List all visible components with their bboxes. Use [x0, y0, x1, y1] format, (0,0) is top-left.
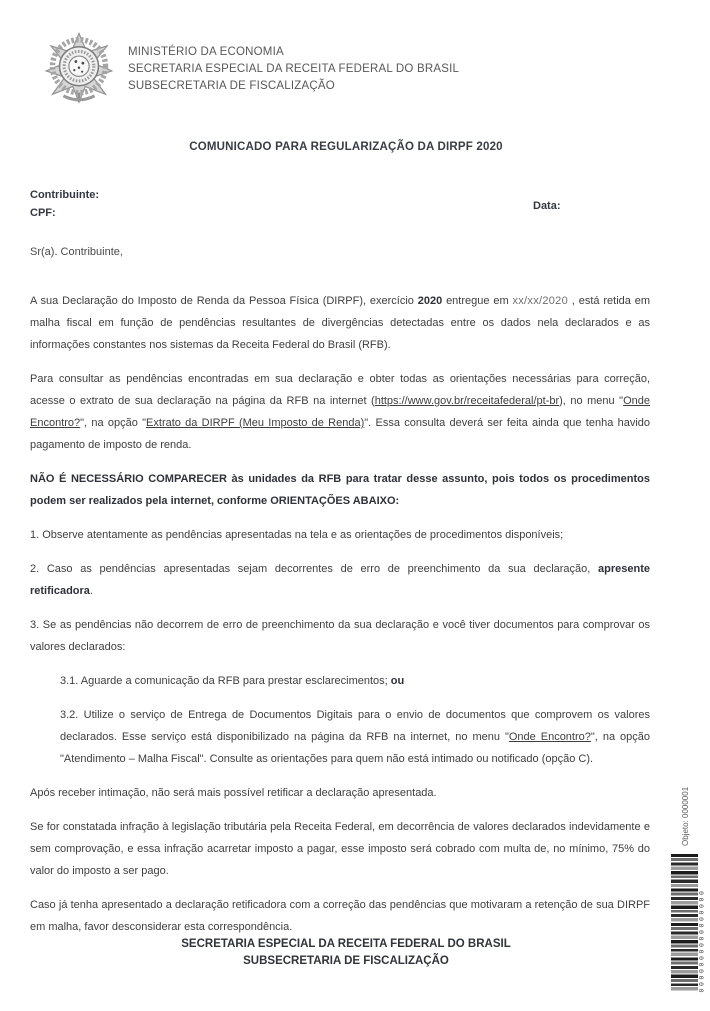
- body-text: entregue em: [442, 295, 513, 307]
- body-text: ", na opção ": [80, 417, 147, 429]
- signature-line-subsecretaria: SUBSECRETARIA DE FISCALIZAÇÃO: [243, 955, 449, 967]
- signature-block: [0, 936, 692, 970]
- letterhead: [40, 30, 459, 104]
- disregard-note: [30, 894, 650, 938]
- body-text: ". Essa consulta deverá ser feita ainda que tenha havido pagamento de imposto de renda.: [30, 417, 650, 451]
- salutation: Sr(a). Contribuinte,: [30, 246, 123, 258]
- no-attendance-notice: [30, 468, 650, 512]
- item-3-1: [30, 670, 650, 692]
- body-text: Caso já tenha apresentado a declaração retificadora com a correção das pendências que motivaram a retenção de sua DIRPF em malha, favor desconsiderar esta correspondência.: [30, 899, 650, 933]
- taxpayer-fields: [30, 186, 99, 222]
- body-text: Se for constatada infração à legislação tributária pela Receita Federal, em decorrência de valores declarados indevidamente e sem comprovação, e essa infração acarretar imposto a pagar, esse imposto será cobrado com multa de, no mínimo, 75% do valor do imposto a ser pago.: [30, 821, 650, 877]
- item-1: [30, 524, 650, 546]
- penalty-note: [30, 816, 650, 882]
- contribuinte-row: [30, 186, 99, 204]
- item-3-2: [30, 704, 650, 770]
- brazil-coat-of-arms-icon: [40, 30, 118, 104]
- body-text: ), no menu ": [559, 395, 624, 407]
- body-text: 3.2. Utilize o serviço de Entrega de Documentos Digitais para o envio de documentos que comprovem os valores declarados. Esse serviço está disponibilizado na página da RFB na internet, no menu ": [60, 709, 650, 743]
- body-text: ", na opção "Atendimento – Malha Fiscal". Consulte as orientações para quem não está intimado ou notificado (opção C).: [60, 731, 650, 765]
- underlined-link-text: Onde Encontro?: [30, 395, 650, 429]
- agency-name-block: [128, 30, 459, 104]
- body-text: A sua Declaração do Imposto de Renda da Pessoa Física (DIRPF), exercício: [30, 295, 418, 307]
- contribuinte-label: Contribuinte:: [30, 189, 100, 201]
- bold-text: 2020: [417, 295, 443, 307]
- body-text: 2. Caso as pendências apresentadas sejam decorrentes de erro de preenchimento da sua declaração,: [30, 563, 599, 575]
- underlined-link-text: Extrato da DIRPF (Meu Imposto de Renda): [146, 417, 365, 429]
- body-text: .: [89, 585, 93, 597]
- consult-instructions-paragraph: [30, 368, 650, 456]
- agency-line-secretaria: SECRETARIA ESPECIAL DA RECEITA FEDERAL DO BRASIL: [128, 63, 460, 75]
- underlined-link-text: Onde Encontro?: [508, 731, 591, 743]
- cpf-row: [30, 204, 99, 222]
- item-2: [30, 558, 650, 602]
- barcode-digits: 0000000000000000: [698, 888, 706, 993]
- item-3: [30, 614, 650, 658]
- date-label: Data:: [533, 200, 561, 212]
- intro-paragraph: [30, 290, 650, 356]
- agency-line-ministry: MINISTÉRIO DA ECONOMIA: [128, 46, 284, 58]
- body-text: Após receber intimação, não será mais possível retificar a declaração apresentada.: [30, 787, 437, 799]
- date-row: [533, 200, 561, 212]
- body-text: Para consultar as pendências encontradas em sua declaração e obter todas as orientações necessárias para correção, acesse o extrato de sua declaração na página da RFB na internet (: [30, 373, 650, 407]
- cpf-label: CPF:: [30, 207, 56, 219]
- body-text: 1. Observe atentamente as pendências apresentadas na tela e as orientações de procedimentos disponíveis;: [30, 529, 564, 541]
- bold-text: ou: [390, 675, 405, 687]
- barcode-icon: [671, 854, 698, 992]
- bold-text: NÃO É NECESSÁRIO COMPARECER às unidades da RFB para tratar desse assunto, pois todos os procedimentos podem ser realizados pela internet, conforme ORIENTAÇÕES ABAIXO:: [30, 473, 650, 507]
- document-title: COMUNICADO PARA REGULARIZAÇÃO DA DIRPF 2020: [189, 141, 503, 153]
- after-intimation-note: [30, 782, 650, 804]
- body-text: , está retida em malha fiscal em função de pendências resultantes de divergências detectadas entre os dados nela declarados e as informações constantes nos sistemas da Receita Federal do Brasil (RFB).: [30, 295, 650, 351]
- underlined-link-text: https://www.gov.br/receitafederal/pt-br: [374, 395, 560, 407]
- body-text: 3. Se as pendências não decorrem de erro de preenchimento da sua declaração e você tiver documentos para comprovar os valores declarados:: [30, 619, 650, 653]
- agency-line-subsecretaria: SUBSECRETARIA DE FISCALIZAÇÃO: [128, 80, 335, 92]
- body-text: 3.1. Aguarde a comunicação da RFB para prestar esclarecimentos;: [60, 675, 391, 687]
- bold-text: apresente retificadora: [30, 563, 650, 597]
- signature-line-secretaria: SECRETARIA ESPECIAL DA RECEITA FEDERAL DO BRASIL: [181, 938, 511, 950]
- letter-body: [30, 290, 650, 950]
- body-text: xx/xx/2020: [512, 295, 569, 307]
- objeto-label: Objeto: 0000001: [681, 786, 690, 846]
